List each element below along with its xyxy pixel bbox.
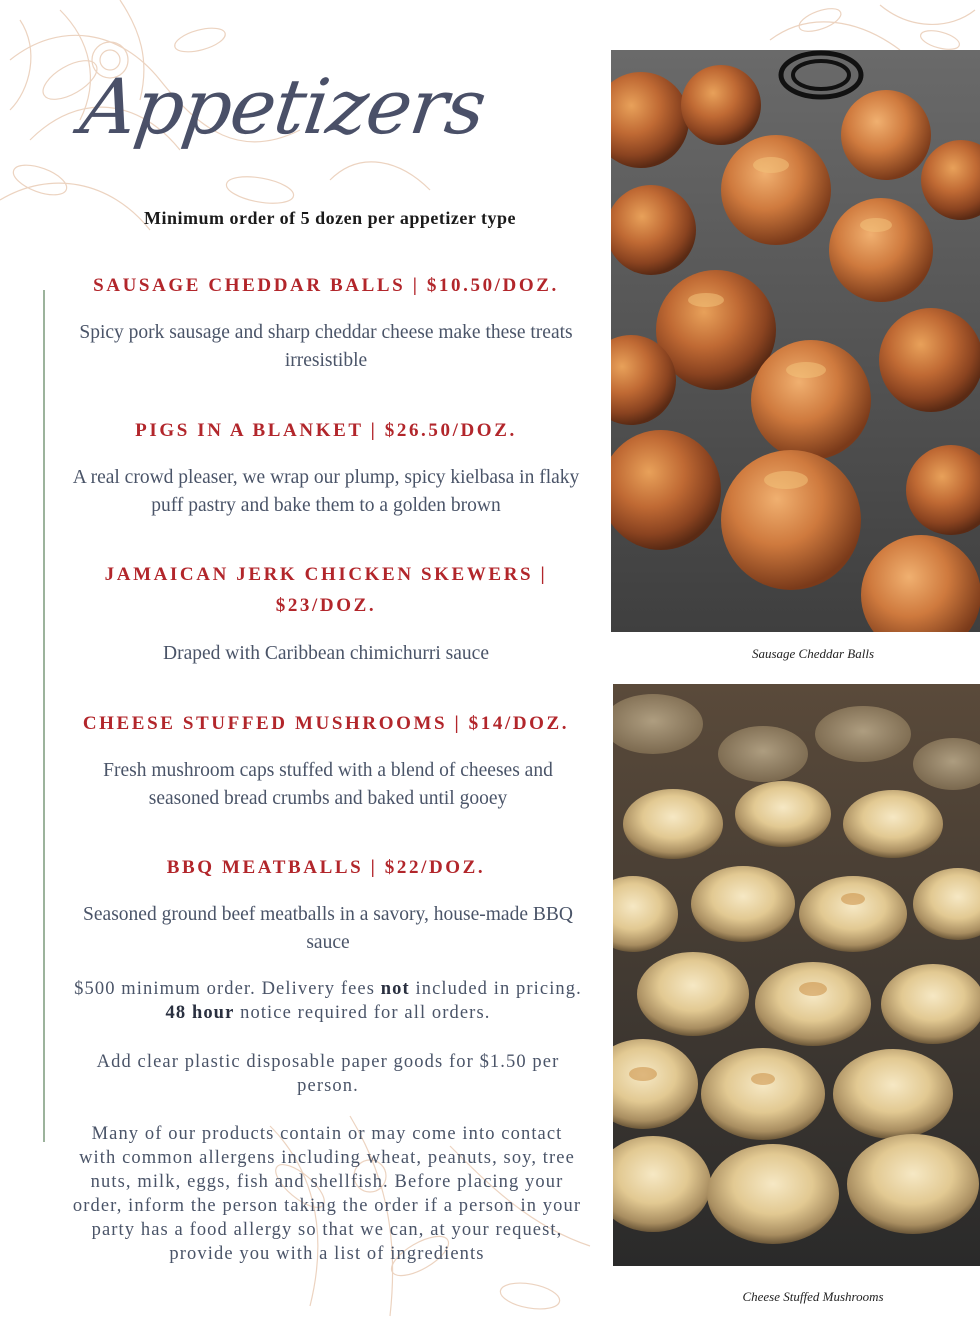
item-description-bbq-meatballs: Seasoned ground beef meatballs in a savory, house-made BBQ sauce — [83, 904, 573, 953]
item-name-bbq-meatballs: BBQ MEATBALLS | $22/DOZ. — [166, 857, 486, 878]
note-text: notice required for all orders. — [234, 1003, 491, 1023]
photo-cheese-stuffed-mushrooms — [613, 684, 980, 1266]
photo-caption-sausage-cheddar-balls: Sausage Cheddar Balls — [751, 646, 875, 661]
note-emphasis: 48 hour — [165, 1003, 235, 1023]
stuffed-mushrooms-illustration — [613, 684, 980, 1266]
note-emphasis: not — [380, 979, 410, 999]
item-name-pigs-in-a-blanket: PIGS IN A BLANKET | $26.50/DOZ. — [135, 420, 517, 441]
minimum-order-delivery-note — [70, 977, 586, 1025]
item-name-jamaican-jerk-chicken-skewers: JAMAICAN JERK CHICKEN SKEWERS | $23/DOZ. — [104, 564, 548, 616]
item-name-cheese-stuffed-mushrooms: CHEESE STUFFED MUSHROOMS | $14/DOZ. — [82, 713, 570, 734]
note-text: included in pricing. — [409, 979, 582, 999]
accent-divider-line — [43, 290, 45, 1142]
sausage-balls-illustration — [611, 50, 980, 632]
item-description-sausage-cheddar-balls: Spicy pork sausage and sharp cheddar cheese make these treats irresistible — [79, 322, 573, 371]
item-description-jamaican-jerk-chicken-skewers: Draped with Caribbean chimichurri sauce — [163, 643, 489, 664]
page-title: Appetizers — [75, 62, 491, 151]
note-text: $500 minimum order. Delivery fees — [74, 979, 381, 999]
item-description-pigs-in-a-blanket: A real crowd pleaser, we wrap our plump, spicy kielbasa in flaky puff pastry and bake them to a golden brown — [72, 467, 580, 516]
paper-goods-note: Add clear plastic disposable paper goods for $1.50 per person. — [96, 1052, 560, 1096]
minimum-order-note: Minimum order of 5 dozen per appetizer type — [144, 208, 516, 228]
photo-sausage-cheddar-balls — [611, 50, 980, 632]
allergen-notice: Many of our products contain or may come into contact with common allergens including wheat, peanuts, soy, tree nuts, milk, eggs, fish and shellfish. Before placing your order, inform the person taking the order if a person in your party has a food allergy so that we can, at your request, provide you with a list of ingredients — [72, 1124, 582, 1264]
item-name-sausage-cheddar-balls: SAUSAGE CHEDDAR BALLS | $10.50/DOZ. — [93, 275, 559, 296]
item-description-cheese-stuffed-mushrooms: Fresh mushroom caps stuffed with a blend of cheeses and seasoned bread crumbs and baked until gooey — [103, 760, 553, 809]
photo-caption-cheese-stuffed-mushrooms: Cheese Stuffed Mushrooms — [742, 1289, 884, 1304]
